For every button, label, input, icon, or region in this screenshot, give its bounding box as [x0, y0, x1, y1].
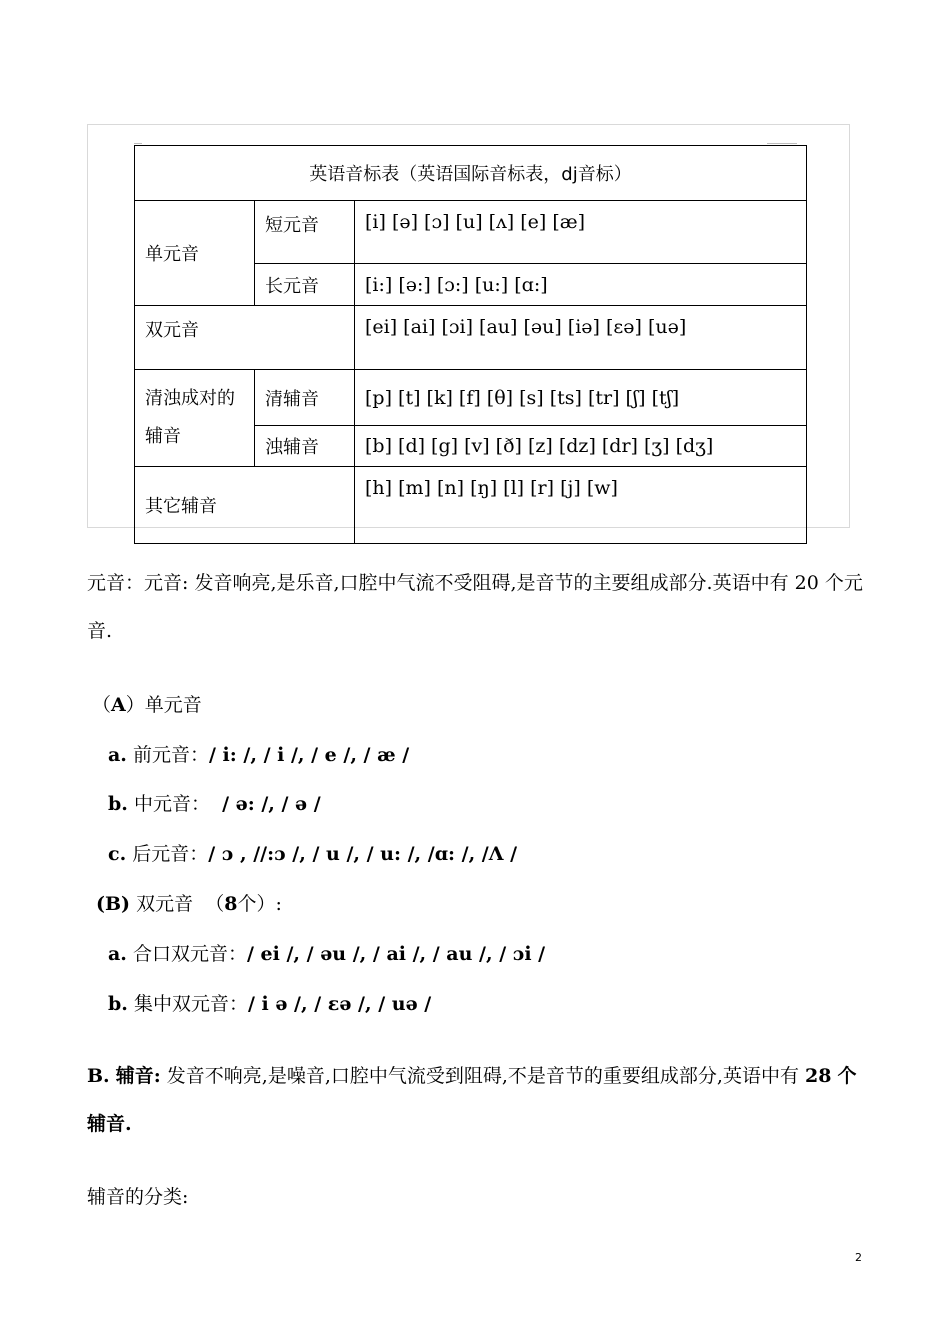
group-diphthong: 双元音: [135, 306, 355, 370]
sub-voiceless: 清辅音: [255, 370, 355, 426]
section-b-heading: (B) 双元音 （8个）:: [96, 893, 282, 915]
sub-long-vowel: 长元音: [255, 264, 355, 306]
ipa-chart-table: [134, 145, 807, 544]
symbols-voiceless: [p] [t] [k] [f] [θ] [s] [ts] [tr] [ʃ] [tʃ]: [355, 370, 807, 426]
symbols-voiced: [b] [d] [g] [v] [ð] [z] [dz] [dr] [ʒ] [dʒ]: [355, 426, 807, 467]
frame-tick-left: [134, 143, 142, 144]
central-vowel-line: b. 中元音： / ə: /, / ə /: [108, 793, 321, 815]
centering-diphthong-line: b. 集中双元音：/ i ə /, / εə /, / uə /: [108, 993, 432, 1015]
vowel-intro: 元音：元音: 发音响亮,是乐音,口腔中气流不受阻碍,是音节的主要组成部分.英语中有 20 个元音.: [87, 572, 863, 642]
symbols-short-vowel: [i] [ə] [ɔ] [u] [ʌ] [e] [æ]: [355, 201, 807, 264]
group-other-consonant: 其它辅音: [135, 467, 355, 544]
back-vowel-line: c. 后元音：/ ɔ , //:ɔ /, / u /, / u: /, /ɑ: /, /Λ /: [108, 843, 518, 865]
page-number: 2: [855, 1251, 862, 1264]
frame-tick-right: [767, 143, 797, 144]
section-a-heading: （A）单元音: [92, 694, 202, 716]
closing-diphthong-line: a. 合口双元音：/ ei /, / əu /, / ai /, / au /, / ɔi /: [108, 943, 546, 965]
symbols-long-vowel: [i:] [ə:] [ɔ:] [u:] [ɑ:]: [355, 264, 807, 306]
symbols-other-consonant: [h] [m] [n] [ŋ] [l] [r] [j] [w]: [355, 467, 807, 544]
consonant-intro: B. 辅音: 发音不响亮,是噪音,口腔中气流受到阻碍,不是音节的重要组成部分,英语中有 28 个辅音.: [87, 1065, 857, 1135]
symbols-diphthong: [ei] [ai] [ɔi] [au] [əu] [iə] [ɛə] [uə]: [355, 306, 807, 370]
sub-short-vowel: 短元音: [255, 201, 355, 264]
group-monophthong: 单元音: [135, 201, 255, 306]
front-vowel-line: a. 前元音：/ i: /, / i /, / e /, / æ /: [108, 744, 410, 766]
sub-voiced: 浊辅音: [255, 426, 355, 467]
group-paired-consonant: 清浊成对的辅音: [135, 370, 255, 467]
table-title: 英语音标表（英语国际音标表，dj音标）: [135, 146, 807, 201]
consonant-classification-heading: 辅音的分类:: [87, 1186, 189, 1208]
